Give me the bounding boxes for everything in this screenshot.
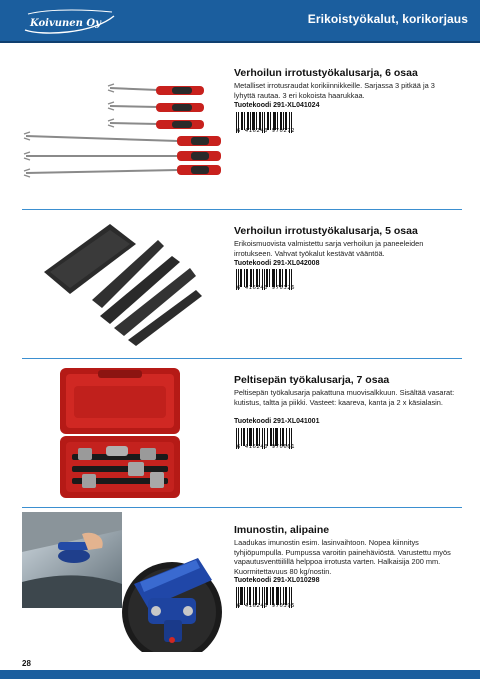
section-divider <box>22 209 462 210</box>
section-divider <box>22 507 462 508</box>
page-header <box>0 0 480 43</box>
product-description: Laadukas imunostin esim. lasinvaihtoon. Nopea kiinnitys tyhjiöpumpulla. Pumpussa varoitin painehäviöstä. Varustettu myös vapautusventtiilillä helppoa irrotusta varten. Halkaisija 200 mm. Kuormitettavuus 80 kg/nostin. <box>234 538 451 576</box>
section-title: Erikoistyökalut, korikorjaus <box>307 12 468 26</box>
product-description: Erikoismuovista valmistettu sarja verhoilun ja paneeleiden irrotukseen. Vahvat työkalut kestävät vääntöä. <box>234 239 424 258</box>
product-description: Peltisepän työkalusarja pakattuna muovisalkkuun. Sisältää vasarat: kutistus, taltta ja piikki. Vasteet: kaareva, kanta ja 2 x käsialasin. <box>234 388 455 407</box>
product-title: Verhoilun irrotustyökalusarja, 6 osaa <box>234 67 418 79</box>
product-image-panel-beater-set <box>58 366 182 501</box>
barcode-number: 6 416240 970661 <box>237 444 296 450</box>
product-image-trim-tools-metal <box>22 80 227 180</box>
product-title: Peltisepän työkalusarja, 7 osaa <box>234 374 390 386</box>
trim-tool-long-1 <box>24 132 221 146</box>
company-logo <box>22 8 117 34</box>
trim-tool-short-3 <box>108 119 204 129</box>
product-image-trim-tools-plastic <box>40 220 210 350</box>
vacuum-lifter-device <box>122 558 222 652</box>
product-code: Tuotekoodi 291-XL041001 <box>234 418 320 425</box>
barcode-number: 6 416240 970326 <box>237 285 296 291</box>
barcode-number: 6 416240 970272 <box>237 128 296 134</box>
product-code: Tuotekoodi 291-XL010298 <box>234 577 320 584</box>
inset-photo-windshield <box>22 512 122 608</box>
svg-text:Koivunen Oy: Koivunen Oy <box>30 18 101 29</box>
section-divider <box>22 358 462 359</box>
product-image-vacuum-lifter <box>22 512 227 652</box>
footer-bar <box>0 670 480 679</box>
product-title: Verhoilun irrotustyökalusarja, 5 osaa <box>234 225 418 237</box>
trim-tool-long-3 <box>24 165 221 177</box>
product-code: Tuotekoodi 291-XL041024 <box>234 102 320 109</box>
hammers-and-dollies <box>72 446 168 488</box>
product-code: Tuotekoodi 291-XL042008 <box>234 260 320 267</box>
trim-tool-short-2 <box>108 102 204 112</box>
page-number: 28 <box>22 659 31 668</box>
trim-tool-long-2 <box>24 151 221 161</box>
product-title: Imunostin, alipaine <box>234 524 330 536</box>
barcode-number: 6 416240 970395 <box>237 603 296 609</box>
case-lid <box>60 368 180 434</box>
trim-tool-short-1 <box>108 84 204 95</box>
product-description: Metalliset irrotusraudat korikiinnikkeille. Sarjassa 3 pitkää ja 3 lyhyttä rautaa. 3 eri kokoista haarukkaa. <box>234 81 435 100</box>
